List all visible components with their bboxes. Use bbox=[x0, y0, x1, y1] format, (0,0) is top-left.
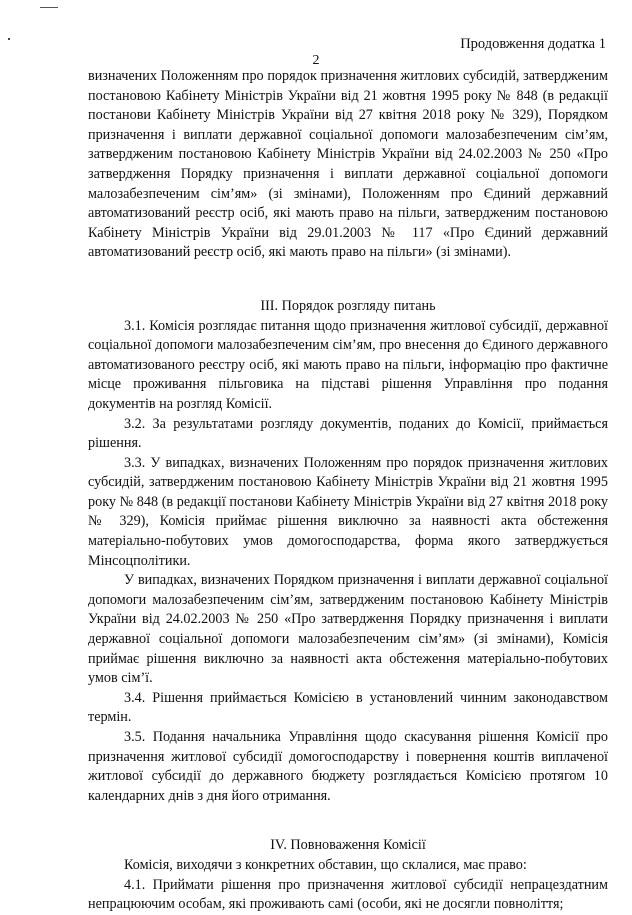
paragraph-3-1: 3.1. Комісія розглядає питання щодо призначення житлової субсидії, державної соціальної допомоги малозабезпеченим сім’ям, про внесення до Єдиного державного автоматизованого реєстру осіб, які мають право на пільги, інформацію про фактичне місце проживання пільговика на підставі рішення Управління про подання документів на розгляд Комісії. bbox=[88, 317, 608, 412]
paragraph-3-5: 3.5. Подання начальника Управління щодо скасування рішення Комісії про призначення житлової субсидії домогосподарству і повернення коштів виплаченої житлової субсидії до державного бюджету розглядається Комісією протягом 10 календарних днів з дня його отримання. bbox=[88, 729, 608, 804]
scan-mark bbox=[40, 7, 58, 8]
paragraph-3-4: 3.4. Рішення приймається Комісією в установлений чинним законодавством термін. bbox=[88, 689, 608, 726]
paragraph-3-3: 3.3. У випадках, визначених Положенням про порядок призначення житлових субсидій, затвердженим постановою Кабінету Міністрів України від 21 жовтня 1995 року № 848 (в редакції постанови Кабінету Міністрів України від 27 квітня 2018 року № 329), Комісія приймає рішення виключно за наявності акта обстеження матеріально-побутових умов домогосподарства, форма якого затверджується Мінсоцполітики. bbox=[88, 454, 608, 569]
page-number: 2 bbox=[312, 53, 320, 68]
paragraph-4-1: 4.1. Приймати рішення про призначення житлової субсидії непрацездатним непрацюючим особам, які проживають самі (особи, які не досягли повноліття; bbox=[88, 876, 608, 913]
section-3-heading: III. Порядок розгляду питань bbox=[260, 297, 436, 314]
section-4-heading: IV. Повноваження Комісії bbox=[270, 837, 426, 854]
scan-speck bbox=[8, 38, 10, 40]
paragraph-4-intro: Комісія, виходячи з конкретних обставин, що склалися, має право: bbox=[124, 856, 527, 873]
paragraph-3-2: 3.2. За результатами розгляду документів, поданих до Комісії, приймається рішення. bbox=[88, 415, 608, 452]
paragraph-continued: визначених Положенням про порядок призначення житлових субсидій, затвердженим постановою Кабінету Міністрів України від 21 жовтня 1995 року № 848 (в редакції постанови Кабінету Міністрів України від 27 квітня 2018 року № 329), Порядком призначення і виплати державної соціальної допомоги малозабезпеченим сім’ям, затвердженим постановою Кабінету Міністрів України від 24.02.2003 № 250 «Про затвердження Порядку призначення і виплати державної соціальної допомоги малозабезпеченим сім’ям» (зі змінами), Положенням про Єдиний державний автоматизований реєстр осіб, які мають право на пільги, затвердженим постановою Кабінету Міністрів України від 29.01.2003 № 117 «Про Єдиний державний автоматизований реєстр осіб, які мають право на пільги» (зі змінами). bbox=[88, 68, 608, 261]
continuation-label: Продовження додатка 1 bbox=[460, 36, 606, 52]
paragraph-3-3-b: У випадках, визначених Порядком призначення і виплати державної соціальної допомоги малозабезпеченим сім’ям, затвердженим постановою Кабінету Міністрів України від 24.02.2003 № 250 «Про затвердження Порядку призначення і виплати державної соціальної допомоги малозабезпеченим сім’ям» (зі змінами), Комісія приймає рішення виключно за наявності акта обстеження матеріально-побутових умов сім’ї. bbox=[88, 572, 608, 687]
document-body bbox=[88, 67, 608, 915]
